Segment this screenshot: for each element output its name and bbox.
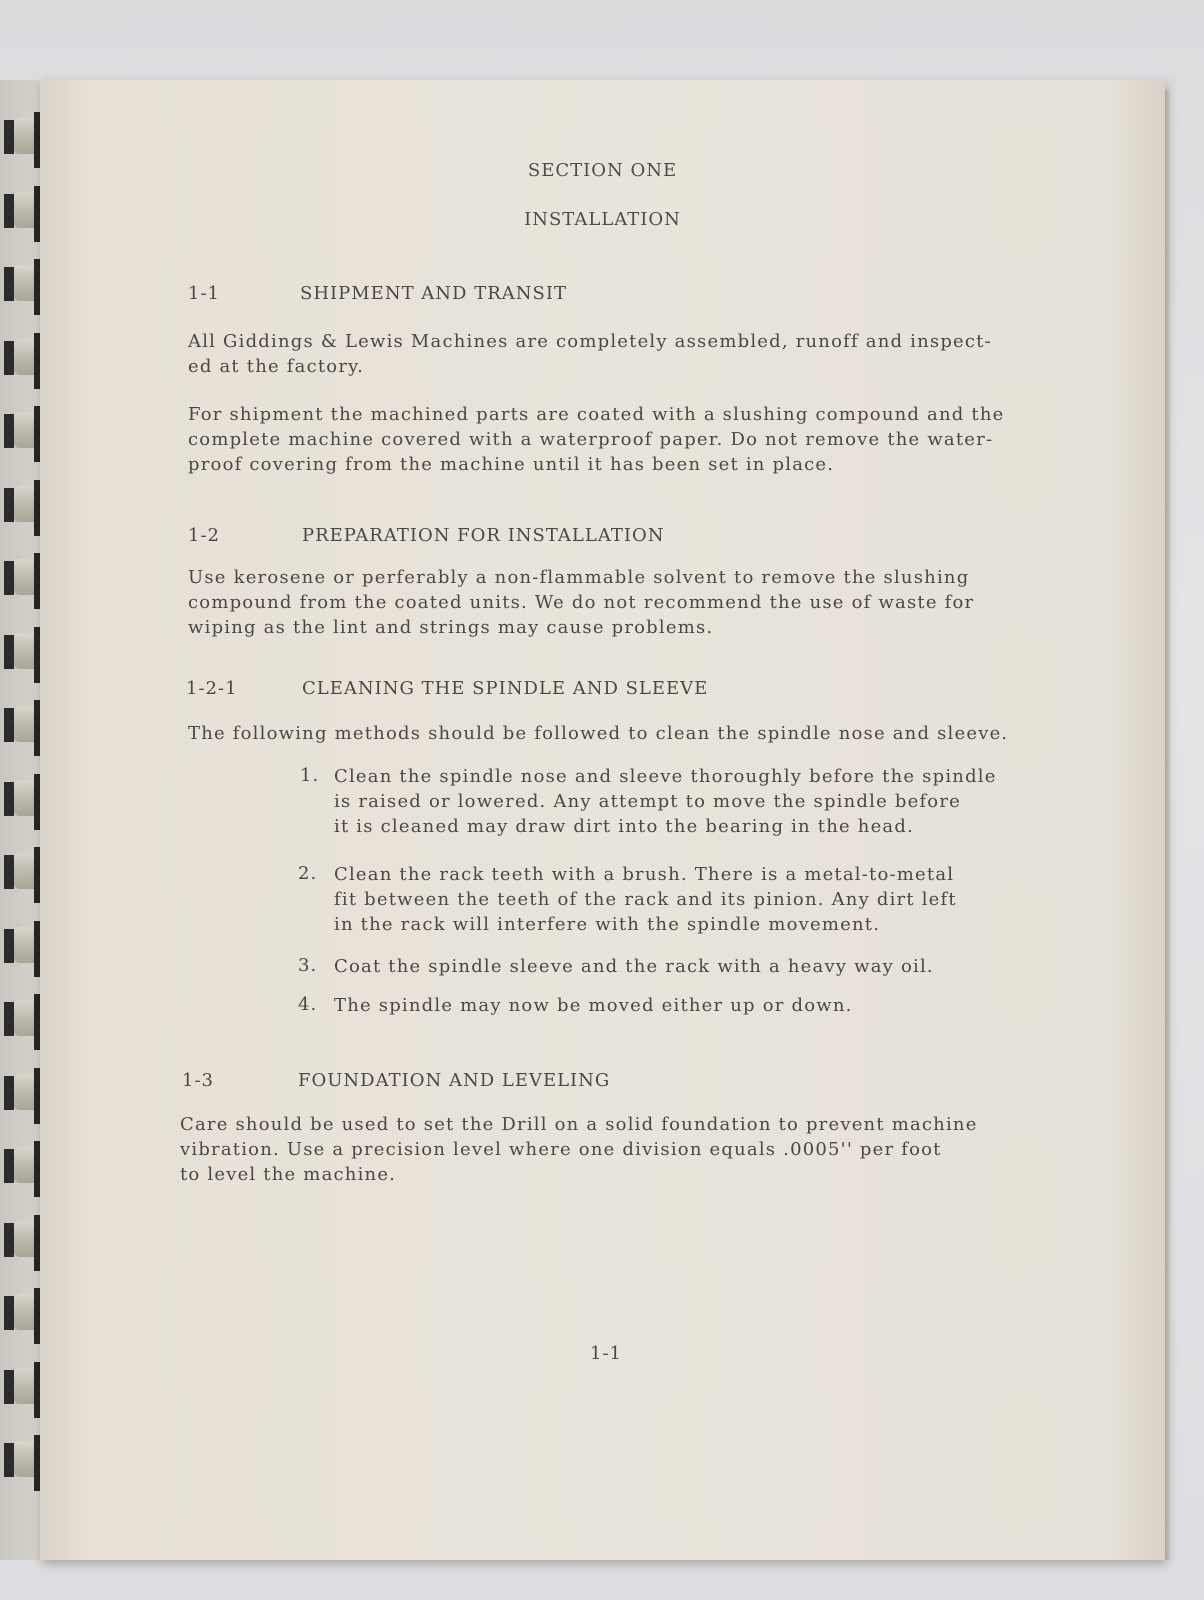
section-title: PREPARATION FOR INSTALLATION (302, 525, 665, 546)
section-number: 1-2 (188, 525, 220, 546)
step-text: The spindle may now be moved either up or down. (334, 995, 853, 1016)
paragraph: For shipment the machined parts are coated with a slushing compound and the complete machine covered with a waterproof paper. Do not remove the water- proof covering from the machine until it has been set in place. (188, 404, 1005, 475)
section-title: FOUNDATION AND LEVELING (298, 1070, 611, 1091)
paragraph: The following methods should be followed to clean the spindle nose and sleeve. (188, 723, 1009, 744)
paragraph: All Giddings & Lewis Machines are completely assembled, runoff and inspect- ed at the factory. (188, 331, 992, 377)
section-title: CLEANING THE SPINDLE AND SLEEVE (302, 678, 709, 699)
step-text: Coat the spindle sleeve and the rack with a heavy way oil. (334, 956, 934, 977)
paragraph: Use kerosene or perferably a non-flammable solvent to remove the slushing compound from the coated units. We do not recommend the use of waste for wiping as the lint and strings may cause problems. (188, 567, 975, 638)
manual-page (40, 80, 1165, 1560)
step-text: Clean the rack teeth with a brush. There is a metal-to-metal fit between the teeth of the rack and its pinion. Any dirt left in the rack will interfere with the spindle movement. (334, 864, 957, 935)
section-number: 1-3 (182, 1070, 214, 1091)
section-label: SECTION ONE (527, 160, 678, 181)
section-number: 1-1 (188, 283, 220, 304)
page-number: 1-1 (590, 1343, 622, 1364)
step-number: 1. (300, 765, 320, 786)
paragraph: Care should be used to set the Drill on a solid foundation to prevent machine vibration. Use a precision level where one division equals .0005'' per foot to level the machine. (180, 1114, 978, 1185)
section-number: 1-2-1 (186, 678, 238, 699)
step-number: 4. (298, 994, 318, 1015)
step-number: 2. (298, 863, 318, 884)
step-text: Clean the spindle nose and sleeve thoroughly before the spindle is raised or lowered. Any attempt to move the spindle before it is cleaned may draw dirt into the bearing in the head. (334, 766, 997, 837)
step-number: 3. (298, 955, 318, 976)
page-title: INSTALLATION (524, 209, 681, 230)
section-title: SHIPMENT AND TRANSIT (300, 283, 567, 304)
